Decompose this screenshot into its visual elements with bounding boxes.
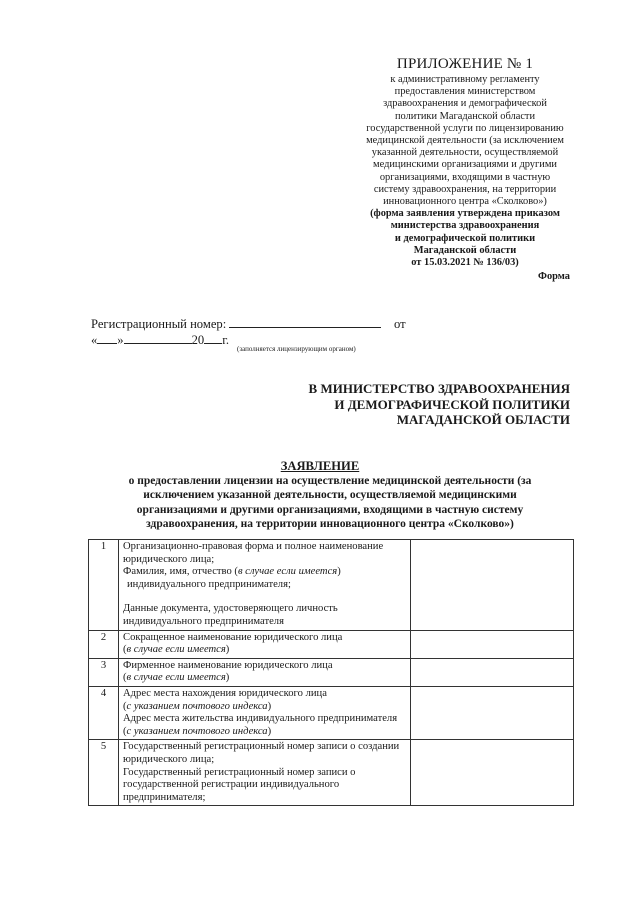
row-label	[119, 658, 411, 686]
row-label-text: Организационно-правовая форма и полное наименование юридического лица;	[123, 541, 384, 565]
appendix-line: указанной деятельности, осуществляемой	[371, 147, 559, 159]
approval-line: министерства здравоохранения	[390, 220, 540, 232]
row-number: 1	[89, 540, 119, 631]
appendix-line: медицинскими организациями и другими	[373, 159, 557, 171]
year-suffix: г.	[222, 333, 230, 347]
appendix-line: медицинской деятельности (за исключением	[366, 135, 564, 147]
table-row	[89, 740, 574, 806]
row-label-text: Государственный регистрационный номер записи о создании юридического лица;	[123, 741, 400, 765]
year-prefix: 20	[191, 333, 205, 347]
row-number: 5	[89, 740, 119, 806]
row-label	[119, 740, 411, 806]
month-field[interactable]	[124, 332, 192, 344]
application-table	[88, 539, 574, 806]
addressee-block	[250, 381, 570, 428]
row-label-text: Фамилия, имя, отчество (в случае если имеется)	[123, 566, 341, 578]
addressee-line: МАГАДАНСКОЙ ОБЛАСТИ	[396, 412, 570, 427]
row-label-text: (в случае если имеется)	[123, 672, 230, 684]
quote-close: »	[117, 333, 124, 347]
year-field[interactable]	[204, 332, 222, 344]
row-label-text: Фирменное наименование юридического лица	[123, 659, 333, 671]
appendix-line: систему здравоохранения, на территории	[373, 183, 557, 195]
row-label-text: индивидуального предпринимателя;	[127, 578, 291, 590]
row-value-field[interactable]	[411, 658, 574, 686]
appendix-line: инновационного центра «Сколково»)	[383, 196, 547, 208]
registration-block	[91, 316, 421, 348]
addressee-line: В МИНИСТЕРСТВО ЗДРАВООХРАНЕНИЯ	[308, 381, 570, 396]
row-value-field[interactable]	[411, 686, 574, 739]
subtitle-line: о предоставлении лицензии на осуществление медицинской деятельности (за	[128, 475, 532, 487]
row-value-field[interactable]	[411, 540, 574, 631]
form-label: Форма	[538, 271, 570, 282]
table-row	[89, 686, 574, 739]
registration-number-field[interactable]	[229, 316, 381, 328]
row-label	[119, 540, 411, 631]
row-label	[119, 686, 411, 739]
statement-title: ЗАЯВЛЕНИЕ	[280, 459, 360, 473]
row-label-text: (в случае если имеется)	[123, 644, 230, 656]
row-label-text: Данные документа, удостоверяющего личность индивидуального предпринимателя	[123, 603, 338, 627]
row-label	[119, 630, 411, 658]
subtitle-line: исключением указанной деятельности, осуществляемой медицинскими	[143, 489, 517, 502]
registration-line-1	[91, 316, 421, 332]
subtitle-line: организациями и другими организациями, входящими в частную систему	[136, 503, 524, 516]
registration-label: Регистрационный номер:	[91, 317, 227, 331]
approval-line: (форма заявления утверждена приказом	[370, 208, 560, 220]
appendix-line: политики Магаданской области	[394, 110, 536, 122]
row-number: 4	[89, 686, 119, 739]
row-value-field[interactable]	[411, 630, 574, 658]
approval-line: и демографической политики	[394, 232, 536, 244]
registration-hint: (заполняется лицензирующим органом)	[237, 345, 356, 353]
appendix-line: здравоохранения и демографической	[383, 98, 547, 110]
row-number: 2	[89, 630, 119, 658]
row-number: 3	[89, 658, 119, 686]
appendix-header	[360, 56, 570, 269]
quote-open: «	[91, 333, 98, 347]
appendix-line: к административному регламенту	[390, 74, 540, 85]
registration-from: от	[393, 317, 406, 331]
table-row	[89, 540, 574, 631]
row-label-text: Адрес места жительства индивидуального предпринимателя	[123, 713, 398, 725]
day-field[interactable]	[97, 332, 117, 344]
subtitle-line: здравоохранения, на территории инновационного центра «Сколково»)	[146, 518, 514, 531]
row-spacer	[123, 591, 406, 603]
row-label-text: (с указанием почтового индекса)	[123, 700, 272, 712]
statement-subtitle	[88, 474, 572, 532]
appendix-line: предоставления министерством	[394, 86, 536, 98]
addressee-line: И ДЕМОГРАФИЧЕСКОЙ ПОЛИТИКИ	[334, 396, 570, 412]
row-label-text: Сокращенное наименование юридического лица	[123, 631, 343, 643]
row-label-text: Адрес места нахождения юридического лица	[123, 687, 327, 699]
approval-line: Магаданской области	[413, 244, 517, 256]
appendix-line: государственной услуги по лицензированию	[366, 122, 564, 134]
approval-line: от 15.03.2021 № 136/03)	[411, 257, 519, 269]
row-label-text: (с указанием почтового индекса)	[123, 725, 272, 737]
row-value-field[interactable]	[411, 740, 574, 806]
table-row	[89, 630, 574, 658]
appendix-line: организациями, входящими в частную	[379, 171, 551, 183]
appendix-title: ПРИЛОЖЕНИЕ № 1	[396, 56, 534, 72]
table-row	[89, 658, 574, 686]
row-label-text: Государственный регистрационный номер записи о государственной регистрации индивидуального предпринимателя;	[123, 766, 356, 803]
